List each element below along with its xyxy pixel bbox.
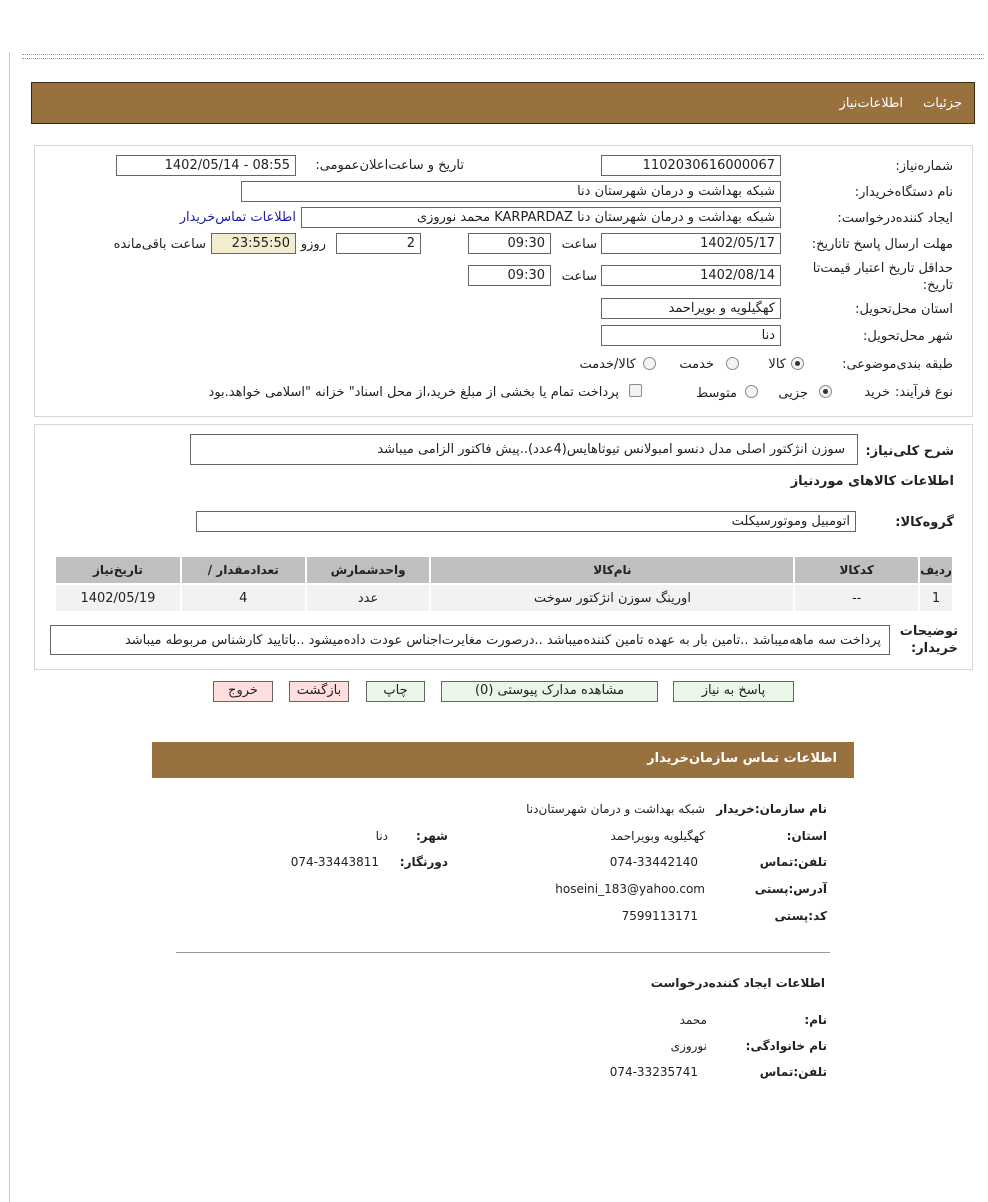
cell-quantity: 4 bbox=[181, 584, 306, 612]
contact-postal-label: کد:پستی bbox=[774, 909, 827, 923]
category-service-radio[interactable] bbox=[726, 357, 739, 370]
need-number-label: شماره‌نیاز: bbox=[895, 159, 953, 174]
divider-dotted bbox=[22, 54, 984, 55]
contact-postal-value: 7599113171 bbox=[621, 909, 698, 923]
cell-goods-name: اورینگ سوزن انژکتور سوخت bbox=[430, 584, 794, 612]
buyer-contact-link[interactable]: اطلاعات تماس‌خریدار bbox=[179, 210, 296, 225]
announce-date-field[interactable]: 1402/05/14 - 08:55 bbox=[116, 155, 296, 176]
process-medium-label: متوسط bbox=[696, 386, 737, 401]
buyer-notes-label: توضیحات bbox=[899, 624, 958, 639]
buyer-org-field[interactable]: شبکه بهداشت و درمان شهرستان دنا bbox=[241, 181, 781, 202]
city-label: شهر محل‌تحویل: bbox=[863, 329, 953, 344]
contact-city-value: دنا bbox=[375, 829, 388, 843]
exit-button[interactable]: خروج bbox=[213, 681, 273, 702]
buyer-contact-header bbox=[152, 742, 854, 778]
contact-phone-label: تلفن:تماس bbox=[759, 855, 827, 869]
creator-name-value: محمد bbox=[679, 1013, 707, 1027]
deadline-label: مهلت ارسال پاسخ تا‌تاریخ: bbox=[811, 237, 953, 252]
category-goods-radio[interactable] bbox=[791, 357, 804, 370]
creator-info-title: اطلاعات ایجاد کننده‌درخواست bbox=[650, 976, 825, 990]
cell-row-number: 1 bbox=[919, 584, 953, 612]
validity-time-label: ساعت bbox=[561, 269, 597, 284]
divider-dotted bbox=[22, 58, 984, 59]
contact-org-value: شبکه بهداشت و درمان شهرستان‌دنا bbox=[526, 802, 705, 816]
col-need-date: تاریخ‌نیاز bbox=[55, 556, 181, 584]
contact-fax-label: دورنگار: bbox=[399, 855, 448, 869]
validity-time-field[interactable]: 09:30 bbox=[468, 265, 551, 286]
contact-address-label: آدرس:پستی bbox=[754, 882, 827, 896]
days-field[interactable]: 2 bbox=[336, 233, 421, 254]
process-partial-label: جزیی bbox=[778, 386, 808, 401]
city-field[interactable]: دنا bbox=[601, 325, 781, 346]
contact-phone-value: 074-33442140 bbox=[609, 855, 698, 869]
col-quantity: تعدادمقدار / bbox=[181, 556, 306, 584]
deadline-time-field[interactable]: 09:30 bbox=[468, 233, 551, 254]
need-number-field[interactable]: 1102030616000067 bbox=[601, 155, 781, 176]
cell-goods-code: -- bbox=[794, 584, 919, 612]
table-row bbox=[55, 584, 953, 612]
process-buy-label: خرید bbox=[864, 385, 890, 400]
buyer-org-label: نام دستگاه‌خریدار: bbox=[854, 185, 953, 200]
creator-name-label: نام: bbox=[804, 1013, 827, 1027]
process-label: نوع فرآیند: bbox=[895, 385, 953, 400]
announce-label: تاریخ و ساعت‌اعلان‌عمومی: bbox=[315, 158, 464, 173]
goods-group-label: گروه‌کالا: bbox=[895, 515, 954, 530]
creator-family-value: نوروزی bbox=[670, 1039, 707, 1053]
buyer-notes-label-2: خریدار: bbox=[911, 641, 958, 656]
category-both-radio[interactable] bbox=[643, 357, 656, 370]
reply-button[interactable]: پاسخ به نیاز bbox=[673, 681, 794, 702]
process-partial-radio[interactable] bbox=[819, 385, 832, 398]
col-goods-code: کدکالا bbox=[794, 556, 919, 584]
validity-label: حداقل تاریخ اعتبار قیمت‌تا bbox=[812, 261, 953, 276]
creator-phone-value: 074-33235741 bbox=[609, 1065, 698, 1079]
contact-org-label: نام سازمان:خریدار bbox=[716, 802, 827, 816]
goods-table bbox=[54, 555, 954, 613]
contact-city-label: شهر: bbox=[416, 829, 448, 843]
left-border-line bbox=[9, 52, 10, 1202]
attachments-button[interactable]: مشاهده مدارک پیوستی (0) bbox=[441, 681, 658, 702]
days-label: روزو bbox=[300, 237, 326, 252]
creator-family-label: نام خانوادگی: bbox=[745, 1039, 827, 1053]
province-field[interactable]: کهگیلویه و بویراحمد bbox=[601, 298, 781, 319]
remaining-label: ساعت باقی‌مانده bbox=[113, 237, 206, 252]
cell-need-date: 1402/05/19 bbox=[55, 584, 181, 612]
goods-info-title: اطلاعات کالاهای موردنیاز bbox=[790, 474, 954, 489]
category-label: طبقه بندی‌موضوعی: bbox=[842, 357, 953, 372]
section-divider bbox=[176, 952, 830, 953]
contact-province-value: کهگیلویه وبویراحمد bbox=[610, 829, 705, 843]
creator-field[interactable]: شبکه بهداشت و درمان شهرستان دنا KARPARDAZ محمد نوروزی bbox=[301, 207, 781, 228]
creator-phone-label: تلفن:تماس bbox=[759, 1065, 827, 1079]
print-button[interactable]: چاپ bbox=[366, 681, 425, 702]
back-button[interactable]: بازگشت bbox=[289, 681, 349, 702]
tab-need-info[interactable]: اطلاعات‌نیاز bbox=[839, 96, 903, 111]
col-row-number: ردیف bbox=[919, 556, 953, 584]
col-unit: واحدشمارش bbox=[306, 556, 431, 584]
category-service-label: خدمت bbox=[679, 357, 714, 372]
table-header-row bbox=[55, 556, 953, 584]
buyer-contact-title: اطلاعات تماس سازمان‌خریدار bbox=[647, 751, 837, 766]
province-label: استان محل‌تحویل: bbox=[855, 302, 953, 317]
creator-label: ایجاد کننده‌درخواست: bbox=[837, 211, 953, 226]
treasury-payment-note: پرداخت تمام یا بخشی از مبلغ خرید،از محل اسناد" خزانه "اسلامی خواهد.بود bbox=[208, 385, 619, 400]
deadline-time-label: ساعت bbox=[561, 237, 597, 252]
deadline-date-field[interactable]: 1402/05/17 bbox=[601, 233, 781, 254]
contact-address-value: hoseini_183@yahoo.com bbox=[555, 882, 705, 896]
cell-unit: عدد bbox=[306, 584, 431, 612]
contact-fax-value: 074-33443811 bbox=[290, 855, 379, 869]
category-both-label: کالا/خدمت bbox=[579, 357, 636, 372]
description-label: شرح کلی‌نیاز: bbox=[865, 444, 954, 459]
goods-group-field[interactable]: اتومبیل وموتورسیکلت bbox=[196, 511, 856, 532]
contact-province-label: استان: bbox=[786, 829, 827, 843]
validity-date-field[interactable]: 1402/08/14 bbox=[601, 265, 781, 286]
description-field[interactable]: سوزن انژکتور اصلی مدل دنسو امبولانس تیوتاهایس(4عدد)..پیش فاکتور الزامی میباشد bbox=[190, 434, 858, 465]
col-goods-name: نام‌کالا bbox=[430, 556, 794, 584]
category-goods-label: کالا bbox=[768, 357, 786, 372]
details-header bbox=[31, 82, 975, 124]
tab-details[interactable]: جزئیات bbox=[923, 96, 962, 111]
process-medium-radio[interactable] bbox=[745, 385, 758, 398]
buyer-notes-field[interactable]: پرداخت سه ماهه‌میباشد ..تامین بار به عهده تامین کننده‌میباشد ..درصورت مغایرت‌اجناس عودت داده‌میشود ..باتایید کارشناس مربوطه میباشد bbox=[50, 625, 890, 655]
validity-label-2: تاریخ: bbox=[922, 278, 953, 293]
remaining-time-field: 23:55:50 bbox=[211, 233, 296, 254]
treasury-payment-checkbox[interactable] bbox=[629, 384, 642, 397]
